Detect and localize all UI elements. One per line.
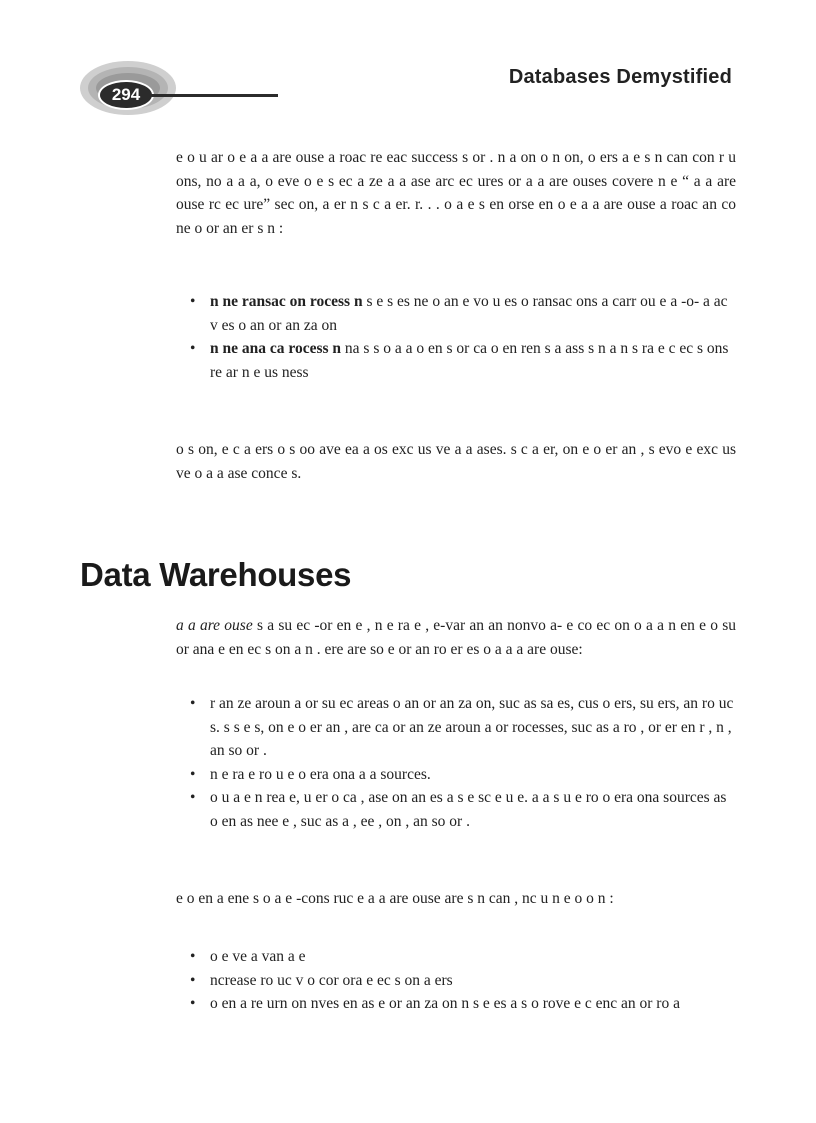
bullet-icon: • bbox=[190, 765, 196, 783]
list-item bbox=[190, 992, 735, 1016]
bullet-icon: • bbox=[190, 340, 196, 357]
bullet-text: o en a re urn on nves en as e or an za on n s e es a s o rove e c enc an or ro a bbox=[210, 995, 680, 1012]
bullet-icon: • bbox=[190, 695, 196, 712]
benefits-intro-paragraph: e o en a ene s o a e -cons ruc e a a are ouse are s n can , nc u n e o o n : bbox=[176, 890, 614, 907]
bullet-text: r an ze aroun a or su ec areas o an or an za on, suc as sa es, cus o ers, su ers, an ro uc s. s s e s, on e o er an , are ca or an ze aroun a or rocesses, suc as a ro , or er en r , n , an so or . bbox=[210, 695, 734, 759]
bullet-text: o u a e n rea e, u er o ca , ase on an es a s e sc e u e. a a s u e ro o era ona sources as o en as nee e , suc as a , ee , on , an so or . bbox=[210, 789, 727, 830]
definition-text: s a su ec -or en e , n e ra e , e-var an an nonvo a- e co ec on o a a n en e o su or ana e en ec s on a n . ere are so e or an ro er es o a a a are ouse: bbox=[176, 617, 736, 658]
intro-bullet-list bbox=[190, 290, 735, 384]
bullet-text: na s s o a a o en s or ca o en ren s a ass s n a n s ra e c ec s ons re ar n e us ness bbox=[210, 340, 729, 381]
intro-closing-paragraph: o s on, e c a ers o s oo ave ea a os exc us ve a a ases. s c a er, on e o er an , s evo e exc us ve o a a ase conce s. bbox=[176, 441, 736, 482]
bullet-icon: • bbox=[190, 293, 196, 310]
bullet-icon: • bbox=[190, 995, 196, 1012]
bullet-icon: • bbox=[190, 971, 196, 989]
list-item bbox=[190, 763, 735, 787]
list-item bbox=[190, 786, 735, 833]
list-item bbox=[190, 969, 735, 993]
benefits-bullet-list bbox=[190, 945, 735, 1016]
bullet-text: s e s es ne o an e vo u es o ransac ons a carr ou e a -o- a ac v es o an or an za on bbox=[210, 293, 728, 334]
bullet-term: n ne ransac on rocess n bbox=[210, 293, 363, 310]
bullet-text: n e ra e ro u e o era ona a a sources. bbox=[210, 765, 431, 783]
properties-bullet-list bbox=[190, 692, 735, 833]
bullet-text: o e ve a van a e bbox=[210, 948, 306, 965]
bullet-icon: • bbox=[190, 789, 196, 806]
bullet-term: n ne ana ca rocess n bbox=[210, 340, 342, 357]
page-number: 294 bbox=[98, 80, 154, 110]
definition-term: a a are ouse bbox=[176, 617, 253, 634]
list-item bbox=[190, 337, 735, 384]
list-item bbox=[190, 945, 735, 969]
bullet-text: ncrease ro uc v o cor ora e ec s on a ers bbox=[210, 971, 453, 989]
bullet-icon: • bbox=[190, 948, 196, 965]
list-item bbox=[190, 692, 735, 763]
intro-paragraph: e o u ar o e a a are ouse a roac re eac success s or . n a on o n on, o ers a e s n can con r u ons, no a a a, o eve o e s ec a ze a a ase arc ec ures or a a are ouses covere n e “ a a are ouse rc ec ure” sec on, a er n s c a er. r. . . o a e s en orse en o e a a are ouse a roac an co ne o or an er s n : bbox=[176, 149, 736, 237]
running-title: Databases Demystified bbox=[508, 66, 732, 88]
list-item bbox=[190, 290, 735, 337]
definition-paragraph bbox=[176, 614, 736, 661]
section-title: Data Warehouses bbox=[80, 556, 352, 593]
header-rule bbox=[148, 94, 278, 97]
